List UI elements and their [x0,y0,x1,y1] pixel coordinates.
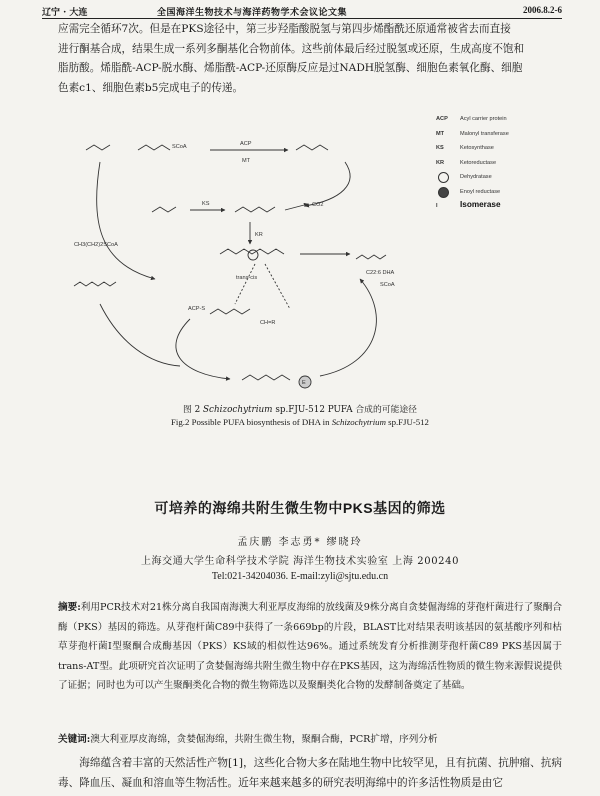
dashed-route-2 [265,264,290,309]
enoyl-acp-structure [210,309,250,314]
reduced-acyl-structure [242,375,290,380]
intro-line: 应需完全循环7次。但是在PKS途径中，第三步羟脂酸脱氢与第四步烯酯酰还原通常被省去而直接 [58,23,511,35]
legend-abbr: KR [436,159,445,166]
legend-abbr: MT [436,130,445,137]
legend-item [436,201,556,216]
legend-name: Ketoreductase [460,159,497,166]
legend-name: Malonyl transferase [460,130,509,137]
legend-abbr: I [436,203,438,209]
label-ks: KS [202,201,210,207]
legend-name: Enoyl reductase [460,188,501,195]
legend-item [436,114,556,129]
legend-abbr: KS [436,145,444,151]
label-sccoa: SCoA [380,282,395,288]
legend-abbr: ACP [436,116,448,122]
legend-item [436,172,556,187]
circle-fill-icon [438,187,449,198]
intro-line: 脂肪酸。烯脂酰-ACP-脱水酶、烯脂酰-ACP-还原酶反应是过NADH脱氢酶、细胞色素氧化酶、细胞 [58,62,523,74]
label-co2: CO2 [312,202,324,208]
legend-item [436,158,556,173]
keywords-text: 澳大利亚厚皮海绵，贪婪倔海绵，共附生微生物，聚酮合酶，PCR扩增，序列分析 [90,734,438,745]
malonyl-coa-structure [138,145,170,150]
acetyl-coa-structure [86,145,110,150]
abstract-text: 利用PCR技术对21株分离自我国南海澳大利亚厚皮海绵的放线菌及9株分离自贪婪倔海绵的芽孢杆菌进行了聚酮合酶（PKS）基因的筛选。从芽孢杆菌C89中获得了一条669bp的片段，BLAST比对结果表明该基因的氨基酸序列和枯草芽孢杆菌I型聚酮合成酶基因（PKS）KS域的相似性达96%。通过系统发育分析推测芽孢杆菌C89 PKS基因属于trans-AT型。此项研究首次证明了贪婪倔海绵共附生微生物中存在PKS基因，这为海绵活性物质的微生物来源假说提供了证据；同时也为可以产生聚酮类化合物的微生物筛选以及聚酮类化合物的发酵制备奠定了基础。 [58,602,562,691]
figure-caption-en: Fig.2 Possible PUFA biosynthesis of DHA in Schizochytrium sp.FJU-512 [171,417,429,427]
figure-caption-cn: 图 2 Schizochytrium sp.FJU-512 PUFA 合成的可能途径 [183,405,417,415]
label-acp-s: ACP-S [188,306,206,312]
label-dha: C22:6 DHA [366,270,395,276]
paper-affiliation: 上海交通大学生命科学技术学院 海洋生物技术实验室 上海 200240 [140,556,460,567]
caption-en-species: Schizochytrium [331,417,386,427]
ketoacyl-structure [235,207,275,212]
label-chain: CH3(CH2)2SCoA [74,242,118,248]
header-date: 2006.8.2-6 [523,5,562,15]
header-proceedings-title: 全国海洋生物技术与海洋药物学术会议论文集 [157,8,348,18]
intro-line: 进行酮基合成，结果生成一系列多酮基化合物前体。这些前体最后经过脱氢或还原，生成高度不饱和 [58,42,525,55]
label-enzyme: E [302,380,306,386]
fatty-acid-left [74,282,116,286]
paper-contact: Tel:021-34204036. E-mail:zyli@sjtu.edu.cn [211,571,389,582]
figure-legend [436,114,556,216]
label-scoa: SCoA [172,144,187,150]
intro-line: 色素c1、细胞色素b5完成电子的传递。 [58,81,244,94]
legend-item [436,187,556,202]
arrow-co2 [285,204,308,210]
circle-open-icon [438,172,449,183]
caption-cn-species: Schizochytrium [203,405,273,415]
legend-item [436,129,556,144]
legend-name: Acyl carrier protein [460,116,507,122]
dashed-route-1 [235,264,258,304]
pufa-pathway-diagram [60,104,436,394]
intro-paragraph [58,20,560,98]
malonyl-acp-structure [296,145,328,150]
cycle-arc-left [97,162,155,279]
label-vinyl: CH=R [260,320,276,326]
acyl-acp-structure [152,207,176,212]
paper-authors: 孟庆鹏 李志勇* 缪晓玲 [237,537,363,548]
legend-name: Dehydratase [460,174,492,180]
legend-name: Isomerase [460,200,501,209]
abstract [58,598,562,696]
left-return-arc [100,304,180,366]
label-kr: KR [255,232,263,238]
return-arc [320,279,376,376]
enzyme-marker-dh [248,250,258,260]
dha-chain-structure [356,255,386,259]
cycle-arc-right [305,162,350,206]
label-acp: ACP [240,141,252,147]
body-paragraph: 海绵蕴含着丰富的天然活性产物[1]，这些化合物大多在陆地生物中比较罕见，且有抗菌、抗肿瘤、抗病毒、降血压、凝血和溶血等生物活性。近年来越来越多的研究表明海绵中的许多活性物质是由它 [58,757,562,789]
legend-name: Ketosynthase [460,145,494,151]
keywords-label: 关键词: [58,734,91,745]
keywords [58,731,562,745]
header-location: 辽宁 · 大连 [42,8,88,18]
legend-item [436,143,556,158]
lower-cycle-arc [176,319,230,379]
label-mt: MT [242,158,251,164]
abstract-label: 摘要: [58,602,81,613]
label-isomerase: trans-cis [236,275,258,281]
running-header [42,4,562,19]
paper-title: 可培养的海绵共附生微生物中PKS基因的筛选 [154,500,446,516]
